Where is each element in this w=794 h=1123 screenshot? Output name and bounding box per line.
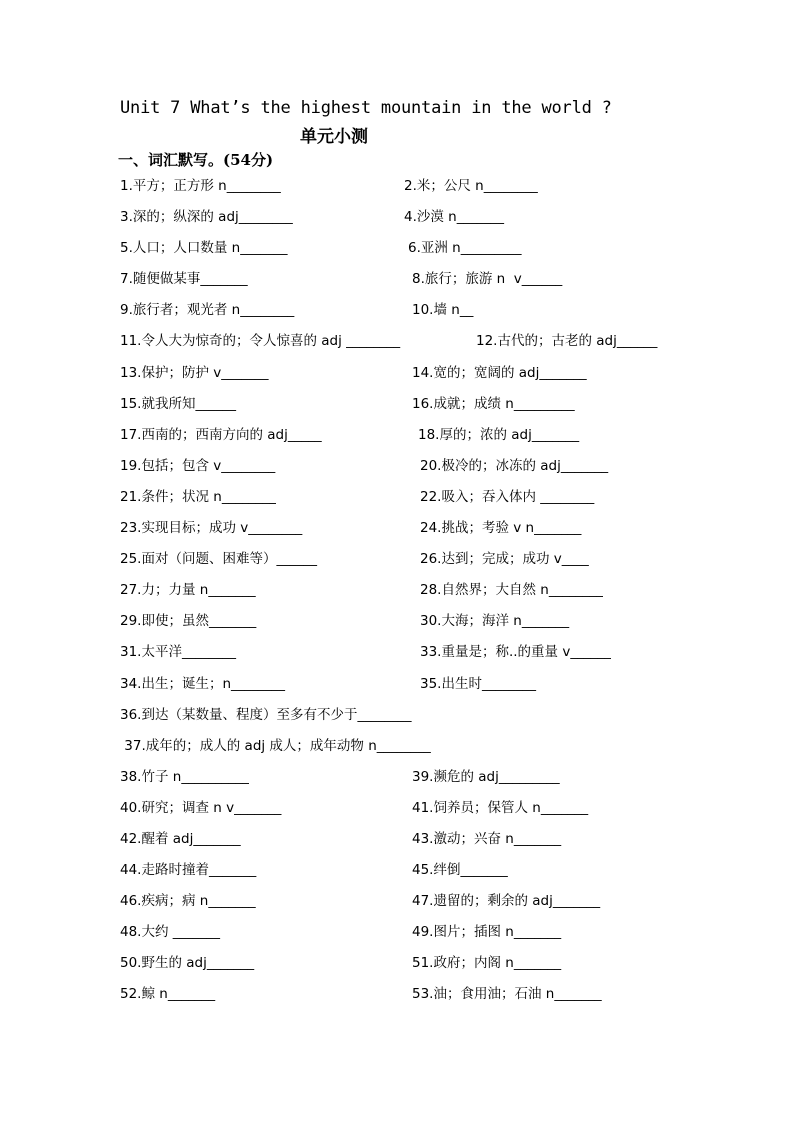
document-title: Unit 7 What’s the highest mountain in the world ? xyxy=(120,98,612,118)
vocab-item: 37.成年的；成人的 adj 成人；成年动物 n________ xyxy=(120,737,431,754)
vocab-item: 43.激动；兴奋 n_______ xyxy=(412,830,562,847)
vocab-item: 24.挑战；考验 v n_______ xyxy=(420,520,582,537)
vocab-row xyxy=(0,481,794,512)
vocab-row xyxy=(0,668,794,699)
vocab-item: 31.太平洋________ xyxy=(120,644,236,661)
vocab-row xyxy=(0,357,794,388)
vocab-row xyxy=(0,761,794,792)
vocab-item: 39.濒危的 adj_________ xyxy=(412,768,560,785)
vocab-row xyxy=(0,730,794,761)
vocab-item: 28.自然界；大自然 n________ xyxy=(420,582,603,599)
vocab-item: 38.竹子 n__________ xyxy=(120,768,249,785)
vocab-item: 49.图片；插图 n_______ xyxy=(412,924,562,941)
vocab-row xyxy=(0,325,794,356)
vocab-row xyxy=(0,232,794,263)
vocab-item: 23.实现目标；成功 v________ xyxy=(120,520,303,537)
vocab-item: 20.极冷的；冰冻的 adj_______ xyxy=(420,457,609,474)
vocab-item: 35.出生时________ xyxy=(420,675,536,692)
section-heading: 一、词汇默写。(54分) xyxy=(118,151,274,169)
vocab-item: 18.厚的；浓的 adj_______ xyxy=(418,426,580,443)
vocab-item: 27.力；力量 n_______ xyxy=(120,582,256,599)
vocab-item: 3.深的；纵深的 adj________ xyxy=(120,209,293,226)
vocab-item: 22.吸入；吞入体内 ________ xyxy=(420,488,595,505)
vocab-item: 2.米；公尺 n________ xyxy=(404,178,538,194)
vocab-item: 51.政府；内阁 n_______ xyxy=(412,955,562,972)
vocab-row xyxy=(0,512,794,543)
vocab-item: 4.沙漠 n_______ xyxy=(404,209,504,226)
vocab-item: 1.平方；正方形 n________ xyxy=(120,178,281,194)
vocab-item: 11.令人大为惊奇的；令人惊喜的 adj ________ xyxy=(120,333,401,350)
vocab-row xyxy=(0,854,794,885)
vocab-row xyxy=(0,574,794,605)
vocab-row xyxy=(0,792,794,823)
vocab-item: 19.包括；包含 v________ xyxy=(120,457,276,474)
vocab-item: 29.即使；虽然_______ xyxy=(120,613,257,630)
vocab-item: 45.绊倒_______ xyxy=(412,862,508,879)
vocab-item: 10.墙 n__ xyxy=(412,302,474,319)
vocab-item: 46.疾病；病 n_______ xyxy=(120,893,256,910)
vocab-item: 42.醒着 adj_______ xyxy=(120,830,241,847)
vocab-item: 9.旅行者；观光者 n________ xyxy=(120,302,295,319)
vocab-item: 8.旅行；旅游 n v______ xyxy=(412,271,563,288)
vocab-item: 13.保护；防护 v_______ xyxy=(120,364,269,381)
vocab-row xyxy=(0,388,794,419)
vocab-row xyxy=(0,201,794,232)
vocab-row xyxy=(0,605,794,636)
vocab-item: 33.重量是；称..的重量 v______ xyxy=(420,644,611,661)
vocab-item: 16.成就；成绩 n_________ xyxy=(412,395,575,412)
vocab-item: 25.面对（问题、困难等）______ xyxy=(120,551,317,568)
vocab-row xyxy=(0,978,794,1009)
vocab-item: 7.随便做某事_______ xyxy=(120,271,248,288)
vocabulary-list xyxy=(0,170,794,1010)
vocab-item: 50.野生的 adj_______ xyxy=(120,955,255,972)
vocab-item: 30.大海；海洋 n_______ xyxy=(420,613,570,630)
vocab-item: 53.油；食用油；石油 n_______ xyxy=(412,986,602,1003)
vocab-item: 26.达到；完成；成功 v____ xyxy=(420,551,589,568)
vocab-row xyxy=(0,294,794,325)
vocab-item: 14.宽的；宽阔的 adj_______ xyxy=(412,364,587,381)
vocab-item: 36.到达（某数量、程度）至多有不少于________ xyxy=(120,706,412,723)
vocab-row xyxy=(0,823,794,854)
vocab-item: 15.就我所知______ xyxy=(120,395,236,412)
vocab-item: 17.西南的；西南方向的 adj_____ xyxy=(120,426,322,443)
vocab-item: 5.人口；人口数量 n_______ xyxy=(120,240,288,257)
vocab-row xyxy=(0,885,794,916)
vocab-item: 52.鲸 n_______ xyxy=(120,986,216,1003)
vocab-item: 41.饲养员；保管人 n_______ xyxy=(412,799,589,816)
vocab-row xyxy=(0,916,794,947)
vocab-row xyxy=(0,263,794,294)
vocab-item: 12.古代的；古老的 adj______ xyxy=(476,333,658,350)
vocab-item: 48.大约 _______ xyxy=(120,924,221,941)
vocab-row xyxy=(0,419,794,450)
vocab-row xyxy=(0,947,794,978)
document-subtitle: 单元小测 xyxy=(300,127,368,147)
vocab-row xyxy=(0,636,794,667)
vocab-item: 47.遗留的；剩余的 adj_______ xyxy=(412,893,601,910)
vocab-item: 44.走路时撞着_______ xyxy=(120,862,257,879)
vocab-row xyxy=(0,450,794,481)
vocab-row xyxy=(0,699,794,730)
vocab-item: 6.亚洲 n_________ xyxy=(408,240,522,257)
vocab-item: 34.出生；诞生；n________ xyxy=(120,675,286,692)
vocab-item: 40.研究；调查 n v_______ xyxy=(120,799,282,816)
vocab-row xyxy=(0,543,794,574)
vocab-item: 21.条件；状况 n________ xyxy=(120,488,276,505)
vocab-row xyxy=(0,170,794,201)
